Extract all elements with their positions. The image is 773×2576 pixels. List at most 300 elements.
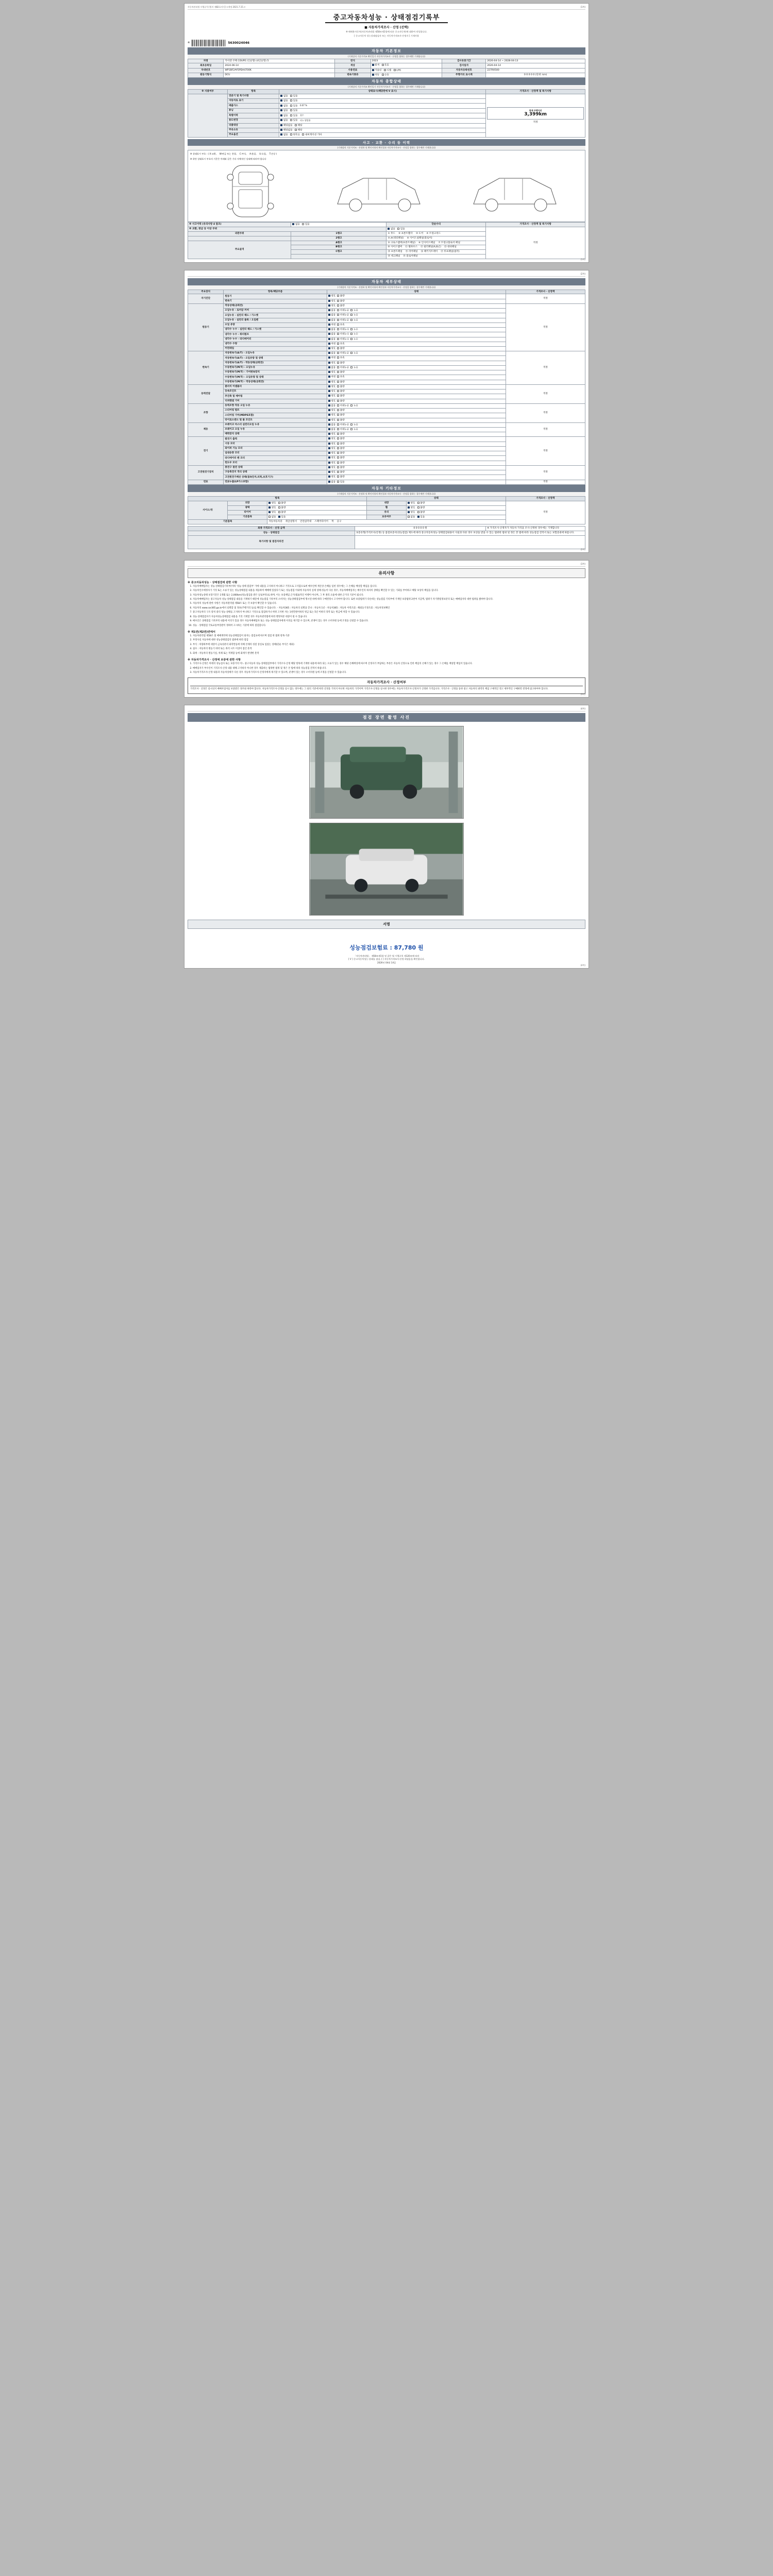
checkbox-icon <box>337 462 339 464</box>
label-fuel: 사용연료 <box>335 68 371 73</box>
detail-opt-4-3-1[interactable] <box>337 419 344 422</box>
page-4 <box>184 705 589 969</box>
detail-opt-7-1-0[interactable] <box>328 471 335 474</box>
detail-opt-0-1-1[interactable] <box>337 300 344 303</box>
detail-opt-1-7-2[interactable] <box>350 338 358 341</box>
checkbox-icon <box>290 109 292 111</box>
detail-opt-5-1-2[interactable] <box>350 428 358 431</box>
detail-opt-4-0-0[interactable] <box>328 404 335 408</box>
detail-opt-8-0-0[interactable] <box>328 481 335 484</box>
detail-opt-label-5-1-0: 없음 <box>331 428 336 431</box>
checkbox-icon <box>350 423 352 426</box>
page4-footer-number: (4쪽) <box>580 963 585 967</box>
detail-state-4-1 <box>327 409 506 413</box>
opt-7-1[interactable] <box>295 129 302 132</box>
detail-state-6-2 <box>327 446 506 451</box>
detail-opt-6-0-0[interactable] <box>328 437 335 440</box>
notice-item: 3. 자동차가격조사·산정 내용과 자동차상태가 다른 경우 자동차가격조사·산정자에게 제기할 수 있으며, 분쟁이 있는 경우 소비자원 등에 조정을 신청할 수 있습니다. <box>193 671 585 674</box>
detail-opt-5-1-0[interactable] <box>328 428 335 431</box>
checkbox-icon <box>408 502 410 504</box>
etc-label2-0: 내장 <box>366 501 406 505</box>
table-row <box>188 303 585 308</box>
value-engine-type <box>224 73 335 77</box>
overall-item-1: 자동차로 표기 <box>228 99 279 104</box>
overall-item-5: 용도변경 <box>228 118 279 123</box>
table-row <box>188 437 585 442</box>
notice-item: 10. 성능 · 상태점검 국토교통부장관이 정하여 고시하는 기준에 따라 점검합니다. <box>193 624 585 628</box>
inspection-insurance-fee: 성능점검보험료 : 87,780 원 <box>349 944 424 951</box>
opt-0-1[interactable] <box>290 95 297 98</box>
checkbox-icon <box>328 471 330 473</box>
checkbox-icon <box>337 409 339 411</box>
checkbox-icon <box>337 476 339 478</box>
opt-5-1[interactable] <box>290 119 297 122</box>
checkbox-icon <box>280 124 282 126</box>
detail-state-1-3 <box>327 318 506 323</box>
detail-opt-6-1-0[interactable] <box>328 443 335 446</box>
detail-opt-1-8-1[interactable] <box>337 343 344 346</box>
detail-opt-3-0-1[interactable] <box>337 385 344 388</box>
detail-opt-1-1-1[interactable] <box>337 309 349 312</box>
detail-opt-4-2-0[interactable] <box>328 414 335 417</box>
opt-1-0[interactable] <box>280 99 288 103</box>
detail-state-1-8 <box>327 342 506 346</box>
checkbox-icon <box>397 228 399 230</box>
panel-group-0: 외판부위 <box>188 232 291 236</box>
detail-opt-label-6-5-0: 양호 <box>331 462 336 465</box>
etc-opt2-0-0[interactable] <box>408 502 415 505</box>
overall-detail-0 <box>279 94 486 98</box>
trans-option-0[interactable] <box>372 74 379 77</box>
detail-opt-2-2-1[interactable] <box>337 362 344 365</box>
detail-opt-2-0-1[interactable] <box>337 352 349 355</box>
etc-opt-2-0[interactable] <box>268 511 276 514</box>
detail-opt-2-5-1[interactable] <box>337 376 344 379</box>
detail-opt-5-0-1[interactable] <box>337 423 349 427</box>
detail-opt-label-4-3-1: 불량 <box>340 419 345 422</box>
etc-opt-1-1[interactable] <box>278 506 285 510</box>
etc-opt2-2-0[interactable] <box>408 511 415 514</box>
panel-items-2: ⑤ 크로스멤버(프론트패널) ⑥ 인사이드패널 ⑦ 트렁크플로어 패널 <box>386 241 486 245</box>
fuel-option-0[interactable] <box>372 69 382 72</box>
detail-table-body <box>188 294 585 484</box>
detail-opt-4-1-1[interactable] <box>337 409 344 412</box>
opt-label-1-1: 있음 <box>293 99 298 103</box>
accident-price-label: 가격조사 · 산정액 및 특기사항 <box>486 222 585 227</box>
detail-opt-2-0-2[interactable] <box>350 352 358 355</box>
checkbox-icon <box>328 447 330 449</box>
detail-item-3-2: 추진축 및 베어링 <box>224 394 327 399</box>
opt-6-1[interactable] <box>295 124 302 127</box>
detail-opt-label-5-1-2: 누유 <box>353 428 358 431</box>
detail-opt-6-3-0[interactable] <box>328 452 335 455</box>
detail-opt-0-0-1[interactable] <box>337 295 344 298</box>
detail-opt-label-2-4-1: 불량 <box>340 371 345 374</box>
detail-opt-6-2-0[interactable] <box>328 447 335 450</box>
mileage-label: 현재 주행거리 <box>529 109 542 112</box>
detail-opt-2-4-1[interactable] <box>337 371 344 374</box>
opt-2-1[interactable] <box>290 105 297 108</box>
mileage-display <box>487 107 584 120</box>
detail-opt-1-3-1[interactable] <box>337 319 349 322</box>
detail-opt-7-1-1[interactable] <box>337 471 344 474</box>
checkbox-icon <box>328 347 330 349</box>
checkbox-icon <box>337 357 339 359</box>
detail-opt-1-7-0[interactable] <box>328 338 335 341</box>
accident-opt-1[interactable] <box>302 223 309 226</box>
detail-opt-1-7-1[interactable] <box>337 338 349 341</box>
etc-opt2-3-0[interactable] <box>408 516 415 519</box>
detail-opt-2-3-2[interactable] <box>350 366 358 369</box>
checkbox-icon <box>350 314 352 316</box>
checkbox-icon <box>337 414 339 416</box>
accident-opt-0[interactable] <box>292 223 299 226</box>
notice-item: 1. 자동차관리법 제58조 및 매매계약에 성능상태점검이 외자는 점검표에 따르며 점검 한 범위 항목·기준 <box>193 635 585 638</box>
checkbox-icon <box>337 466 339 468</box>
etc-opt-1-0[interactable] <box>268 506 276 510</box>
panel-items-1: ⑤,⑥(쿼터패널) ⑥ 사이드실패널(플로어) <box>386 236 486 241</box>
checkbox-icon <box>337 347 339 349</box>
detail-opt-8-0-1[interactable] <box>337 481 344 484</box>
detail-opt-5-2-1[interactable] <box>337 433 344 436</box>
detail-opt-label-4-1-0: 양호 <box>331 409 336 412</box>
etc-opt-3-1[interactable] <box>278 516 285 519</box>
detail-item-2-2: 자동변속기(A/T) - 작동상태(공회전) <box>224 361 327 365</box>
notice-item: 5. 자동차의 성능에 관한 사항은 자동차관리법 제58조 또는 각 보증이 확인할 수 있습니다. <box>193 602 585 605</box>
label-reg-no: 자동차등록번호 <box>442 68 486 73</box>
page2-footer-number: (2쪽) <box>580 548 585 551</box>
detail-opt-4-3-0[interactable] <box>328 419 335 422</box>
opt-label-7-1: 해당 <box>297 129 303 132</box>
detail-opt-7-2-1[interactable] <box>337 476 344 479</box>
color-option-label-0: 원색 <box>375 64 380 67</box>
detail-opt-label-1-8-1: 부족 <box>340 343 345 346</box>
detail-opt-1-8-0[interactable] <box>328 343 335 346</box>
opt-7-0[interactable] <box>280 129 292 132</box>
detail-opt-6-4-1[interactable] <box>337 456 344 460</box>
simple-opt-0[interactable] <box>388 228 395 231</box>
accident-history-value <box>291 222 386 227</box>
opt-label-4-0: 없음 <box>283 114 288 117</box>
checkbox-icon <box>280 129 282 131</box>
etc-opt2-1-1[interactable] <box>417 506 425 510</box>
detail-opt-2-3-0[interactable] <box>328 366 335 369</box>
detail-opt-7-0-0[interactable] <box>328 466 335 469</box>
opt-4-1[interactable] <box>290 114 297 117</box>
checkbox-icon <box>328 437 330 439</box>
etc-opt2-0-1[interactable] <box>417 502 425 505</box>
checkbox-icon <box>337 300 339 302</box>
detail-opt-3-1-1[interactable] <box>337 390 344 393</box>
detail-opt-1-5-0[interactable] <box>328 328 335 331</box>
detail-opt-7-2-0[interactable] <box>328 476 335 479</box>
detail-state-6-3 <box>327 451 506 456</box>
etc-label-2: 타이어 <box>228 511 267 515</box>
accident-opt-label-1: 있음 <box>305 223 310 226</box>
detail-opt-1-1-2[interactable] <box>350 309 358 312</box>
label-color: 색상 <box>335 63 371 68</box>
detail-opt-label-4-0-0: 없음 <box>331 404 336 408</box>
detail-opt-2-1-0[interactable] <box>328 357 335 360</box>
overall-detail-6 <box>279 123 486 128</box>
detail-opt-1-5-2[interactable] <box>350 328 358 331</box>
opt-6-0[interactable] <box>280 124 292 127</box>
checkbox-icon <box>290 114 292 116</box>
detail-opt-label-0-1-1: 불량 <box>340 300 345 303</box>
detail-opt-1-2-1[interactable] <box>337 314 349 317</box>
checkbox-icon <box>328 385 330 387</box>
special-note-value[interactable] <box>355 535 585 549</box>
detail-opt-2-2-0[interactable] <box>328 362 335 365</box>
detail-opt-6-2-1[interactable] <box>337 447 344 450</box>
detail-opt-2-0-0[interactable] <box>328 352 335 355</box>
detail-opt-6-5-0[interactable] <box>328 462 335 465</box>
detail-state-3-3 <box>327 399 506 403</box>
detail-opt-0-1-0[interactable] <box>328 300 335 303</box>
checkbox-icon <box>350 333 352 335</box>
detail-group-4: 조향 <box>188 403 224 422</box>
checkbox-icon <box>372 64 374 66</box>
detail-state-2-5 <box>327 375 506 380</box>
barcode-mark: ※ <box>188 41 190 45</box>
detail-opt-6-1-1[interactable] <box>337 443 344 446</box>
detail-opt-5-0-2[interactable] <box>350 423 358 427</box>
etc-opt-0-1[interactable] <box>278 502 285 505</box>
detail-opt-label-5-0-1: 미세누유 <box>340 423 349 427</box>
detail-item-5-1: 브레이크 오일 누유 <box>224 427 327 432</box>
detail-price-7: 적정 <box>506 465 585 480</box>
checkbox-icon <box>328 366 330 368</box>
document-root <box>0 0 773 981</box>
detail-opt-1-4-0[interactable] <box>328 324 335 327</box>
checkbox-icon <box>328 304 330 307</box>
detail-opt-6-0-1[interactable] <box>337 437 344 440</box>
detail-opt-4-0-2[interactable] <box>350 404 358 408</box>
overall-item-4: 특별이력 <box>228 113 279 118</box>
checkbox-icon <box>280 119 282 121</box>
detail-opt-label-5-2-1: 불량 <box>340 433 345 436</box>
notice-item: 2. 매매업자가 부수인이 기격조사·산정 내용 대해 고지하지 아니한 경우 제출하는 범위한 범위 및 정은 본 법에 따라 성능점검 견적서 따릅니다. <box>193 667 585 670</box>
detail-opt-3-0-0[interactable] <box>328 385 335 388</box>
detail-opt-5-0-0[interactable] <box>328 423 335 427</box>
detail-group-6: 전기 <box>188 437 224 465</box>
detail-opt-1-5-1[interactable] <box>337 328 349 331</box>
checkbox-icon <box>328 419 330 421</box>
detail-state-7-1 <box>327 470 506 475</box>
etc-opt2-1-0[interactable] <box>408 506 415 510</box>
detail-item-5-2: 배력장치 상태 <box>224 432 327 437</box>
checkbox-icon <box>295 124 297 126</box>
etc-opt-3-0[interactable] <box>268 516 276 519</box>
detail-opt-4-2-1[interactable] <box>337 414 344 417</box>
etc-opt2-3-1[interactable] <box>417 516 425 519</box>
panel-group-2: 주요골격 <box>188 241 291 259</box>
detail-opt-2-6-1[interactable] <box>337 381 344 384</box>
detail-opt-1-6-1[interactable] <box>337 333 349 336</box>
etc-label2-1: 휠 <box>366 505 406 510</box>
detail-opt-6-4-0[interactable] <box>328 456 335 460</box>
notice-item: 3. 자동차성능상태 보장기간은 1개월 또는 2,000km(성능점검을 받은 날로부터)로 하며, 이는 보증책임 근거(법률적인 이행이 아니며, 그 후 권리 요율에 대한 근거의 기준이 됩니다. <box>193 594 585 597</box>
table-row <box>188 73 585 77</box>
detail-item-1-0: 작동상태(공회전) <box>224 303 327 308</box>
detail-opt-3-3-0[interactable] <box>328 400 335 403</box>
basic-info-note: (기재상의 기준가격조 확인일기 자동차가격조사 · 산정을 함하는 경우에만 기재합니다) <box>188 55 585 59</box>
detail-opt-label-6-4-1: 불량 <box>340 456 345 460</box>
notice-section-2-list <box>193 635 585 655</box>
opt-3-1[interactable] <box>290 109 297 112</box>
checkbox-icon <box>417 511 419 513</box>
simple-opt-1[interactable] <box>397 228 405 231</box>
detail-opt-label-1-0-0: 양호 <box>331 304 336 308</box>
trans-option-1[interactable] <box>382 74 389 77</box>
etc-col-item: 항목 <box>188 496 367 501</box>
detail-item-7-0: 충전구 절연 상태 <box>224 465 327 470</box>
detail-opt-4-0-1[interactable] <box>337 404 349 408</box>
detail-opt-3-2-1[interactable] <box>337 395 344 398</box>
detail-opt-label-0-1-0: 양호 <box>331 300 336 303</box>
detail-opt-6-3-1[interactable] <box>337 452 344 455</box>
detail-opt-5-1-1[interactable] <box>337 428 349 431</box>
opt-3-0[interactable] <box>280 109 288 112</box>
etc-col-state: 상태 <box>366 496 506 501</box>
guarantee-text: 보증유형(가격조사/산정) 등 품질보증서(성능점검) 제도에 따라 중고자동차성능·상태점검내용이 사실과 다른 경우 보상을 받을 수 있는 범위한 범위 및 정은 본 법에 따라 성능점검 견적서 또는 보험증권에 따릅니다. <box>355 531 585 535</box>
detail-opt-1-9-0[interactable] <box>328 347 335 350</box>
page-title: 중고자동차성능 · 상태점검기록부 <box>325 12 448 23</box>
checkbox-icon <box>328 309 330 311</box>
notice-section-2-title: ※ 제1면(제2면)면에서 <box>188 631 215 634</box>
detail-opt-label-4-0-1: 미세누유 <box>340 404 349 408</box>
detail-opt-1-2-0[interactable] <box>328 314 335 317</box>
detail-state-7-0 <box>327 465 506 470</box>
opt-label-4-1: 있음 <box>293 114 298 117</box>
detail-opt-3-1-0[interactable] <box>328 390 335 393</box>
detail-opt-label-6-4-0: 양호 <box>331 456 336 460</box>
footer-line-1: 「자동차관리법」 제58조제1항 및 같은 법 시행규칙 제120조에 따라 <box>354 954 419 957</box>
detail-opt-label-1-1-1: 미세누유 <box>340 309 349 312</box>
accident-price-value: 적정 <box>486 227 585 259</box>
detail-opt-2-6-0[interactable] <box>328 381 335 384</box>
checkbox-icon <box>337 343 339 345</box>
checkbox-icon <box>328 443 330 445</box>
etc-opt-0-0[interactable] <box>268 502 276 505</box>
value-fuel <box>371 68 442 73</box>
car-side-right-diagram <box>468 163 561 219</box>
etc-opt2-2-1[interactable] <box>417 511 425 514</box>
detail-opt-7-0-1[interactable] <box>337 466 344 469</box>
detail-opt-1-0-1[interactable] <box>337 304 344 308</box>
detail-opt-4-1-0[interactable] <box>328 409 335 412</box>
etc-value-0 <box>267 501 367 505</box>
color-option-1[interactable] <box>382 64 389 67</box>
detail-opt-label-1-9-1: 불량 <box>340 347 345 350</box>
fuel-option-1[interactable] <box>384 69 391 72</box>
table-row <box>188 531 585 535</box>
checkbox-icon <box>350 366 352 368</box>
color-option-0[interactable] <box>372 64 379 67</box>
detail-group-1: 원동기 <box>188 303 224 351</box>
detail-opt-label-3-3-1: 불량 <box>340 400 345 403</box>
opt-5-0[interactable] <box>280 119 288 122</box>
detail-opt-5-2-0[interactable] <box>328 433 335 436</box>
detail-opt-label-6-2-0: 양호 <box>331 447 336 450</box>
opt-8-1[interactable] <box>290 133 300 137</box>
etc-opt-label-0-0: 양호 <box>271 502 276 505</box>
detail-opt-label-2-1-1: 부족 <box>340 357 345 360</box>
detail-opt-label-1-1-2: 누유 <box>353 309 358 312</box>
detail-opt-1-6-2[interactable] <box>350 333 358 336</box>
checkbox-icon <box>337 443 339 445</box>
signature-slot[interactable] <box>188 929 585 940</box>
checkbox-icon <box>408 506 410 509</box>
fuel-option-label-0: 가솔린 <box>375 69 382 72</box>
detail-opt-1-0-0[interactable] <box>328 304 335 308</box>
detail-opt-2-1-1[interactable] <box>337 357 344 360</box>
overall-item-8: 주요옵션 <box>228 133 279 138</box>
notice-item: 4. 자동차매매업자는 중고자동차 성능·상태점검 내용을 기재하기 때문에 성능점검 기록부의 소비자는 성능상태점검부에 명시된 바에 따라 구매결정시 고지여야 합니다. 또한 보증범위가 다른데는 성능점검 기록부에 기재된 보증범위 2천여 지급액, 범위가 자기방법정보분의 또는 매매업자의 대한 범위를 밝혀야 합니다. <box>193 598 585 601</box>
opt-0-0[interactable] <box>280 95 288 98</box>
detail-opt-3-2-0[interactable] <box>328 395 335 398</box>
detail-opt-1-4-1[interactable] <box>337 324 344 327</box>
detail-opt-2-4-0[interactable] <box>328 371 335 374</box>
detail-opt-2-5-0[interactable] <box>328 376 335 379</box>
checkbox-icon <box>350 404 352 406</box>
detail-opt-3-3-1[interactable] <box>337 400 344 403</box>
opt-2-0[interactable] <box>280 105 288 108</box>
opt-4-0[interactable] <box>280 114 288 117</box>
accident-history-label: ※ 사고이력 (유의사항 4 참조) <box>188 222 291 227</box>
detail-opt-label-1-3-0: 없음 <box>331 319 336 322</box>
detail-opt-label-5-2-0: 양호 <box>331 433 336 436</box>
table-row <box>188 422 585 427</box>
engine-type-text: DCU <box>225 74 230 77</box>
opt-8-0[interactable] <box>280 133 288 137</box>
inspection-photo-1 <box>309 726 464 819</box>
opt-1-1[interactable] <box>290 99 297 103</box>
checkbox-icon <box>328 462 330 464</box>
overall-detail-8 <box>279 133 486 138</box>
detail-opt-label-6-1-0: 양호 <box>331 443 336 446</box>
detail-opt-0-0-0[interactable] <box>328 295 335 298</box>
etc-opt-label-3-1: 있음 <box>281 516 286 519</box>
page1-header-meta <box>188 6 585 10</box>
detail-opt-label-4-1-1: 불량 <box>340 409 345 412</box>
opt-8-2[interactable] <box>302 133 322 137</box>
detail-opt-1-2-2[interactable] <box>350 314 358 317</box>
detail-price-8: 적정 <box>506 480 585 484</box>
fuel-option-2[interactable] <box>394 69 401 72</box>
detail-opt-1-3-2[interactable] <box>350 319 358 322</box>
detail-state-1-4 <box>327 323 506 327</box>
page2-number: (2쪽) <box>580 272 585 275</box>
detail-opt-1-1-0[interactable] <box>328 309 335 312</box>
detail-opt-6-5-1[interactable] <box>337 462 344 465</box>
detail-opt-1-3-0[interactable] <box>328 319 335 322</box>
detail-opt-label-2-5-0: 적정 <box>331 376 336 379</box>
table-row <box>188 465 585 470</box>
detail-opt-label-1-5-0: 없음 <box>331 328 336 331</box>
etc-opt-2-1[interactable] <box>278 511 285 514</box>
detail-state-5-1 <box>327 427 506 432</box>
checkbox-icon <box>388 228 390 230</box>
detail-state-3-1 <box>327 389 506 394</box>
detail-opt-label-6-0-1: 불량 <box>340 437 345 440</box>
detail-opt-1-6-0[interactable] <box>328 333 335 336</box>
detail-opt-2-3-1[interactable] <box>337 366 349 369</box>
etc-value-1 <box>267 505 367 510</box>
checkbox-icon <box>268 511 271 513</box>
overall-detail-5 <box>279 118 486 123</box>
detail-opt-1-9-1[interactable] <box>337 347 344 350</box>
